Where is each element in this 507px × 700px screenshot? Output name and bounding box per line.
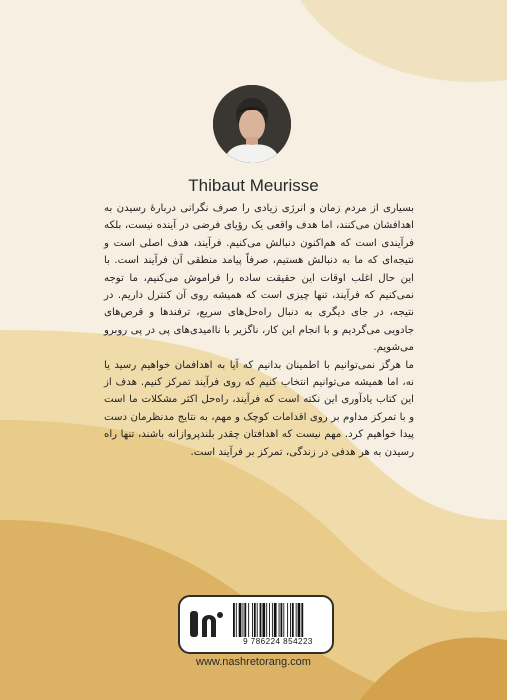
author-name: Thibaut Meurisse	[188, 176, 319, 195]
publisher-logo	[186, 603, 226, 643]
back-cover-blurb	[104, 200, 414, 461]
blurb-paragraph-1: بسیاری از مردم زمان و انرژی زیادی را صرف نگرانی دربارهٔ رسیدن به اهدافشان می‌کنند، اما هدف واقعی یک رؤیای فرضی در آینده نیست، بلکه فرآیندی است که هم‌اکنون دنبالش می‌کنیم. فرآیند، هدف اصلی است و نتیجه‌ای که ما به دنبالش هستیم، صرفاً پیامد منطقی آن فرآیند است. با این حال اغلب اوقات این حقیقت ساده را فراموش می‌کنیم، ما توجه نمی‌کنیم که فرآیند، تنها چیزی است که همیشه روی آن کنترل داریم. در نتیجه، در جای دیگری به دنبال راه‌حل‌های سریع، ترفندها و قرص‌های جادویی می‌گردیم و با انجام این کار، ناگزیر با ناامیدی‌های پی در پی روبرو می‌شویم.	[104, 203, 414, 354]
isbn-number: 9 786224 854223	[243, 637, 313, 646]
author-photo	[213, 85, 291, 163]
publisher-website: www.nashretorang.com	[196, 656, 311, 668]
isbn-barcode	[232, 603, 324, 637]
blurb-paragraph-2: ما هرگز نمی‌توانیم با اطمینان بدانیم که آیا به اهدافمان خواهیم رسید یا نه، اما همیشه می‌توانیم انتخاب کنیم که روی فرآیند تمرکز کنیم. هدف از این کتاب یادآوری این نکته است که فرآیند، راه‌حل اکثر مشکلات ما است و با تمرکز مداوم بر روی اقدامات کوچک و مهم، به نتایج مدنظرمان دست پیدا خواهیم کرد. مهم نیست که اهدافتان چقدر بلندپروازانه باشند، تنها راه رسیدن به هر هدفی در زندگی، تمرکز بر فرآیند است.	[104, 359, 414, 458]
barcode-panel	[178, 595, 334, 654]
